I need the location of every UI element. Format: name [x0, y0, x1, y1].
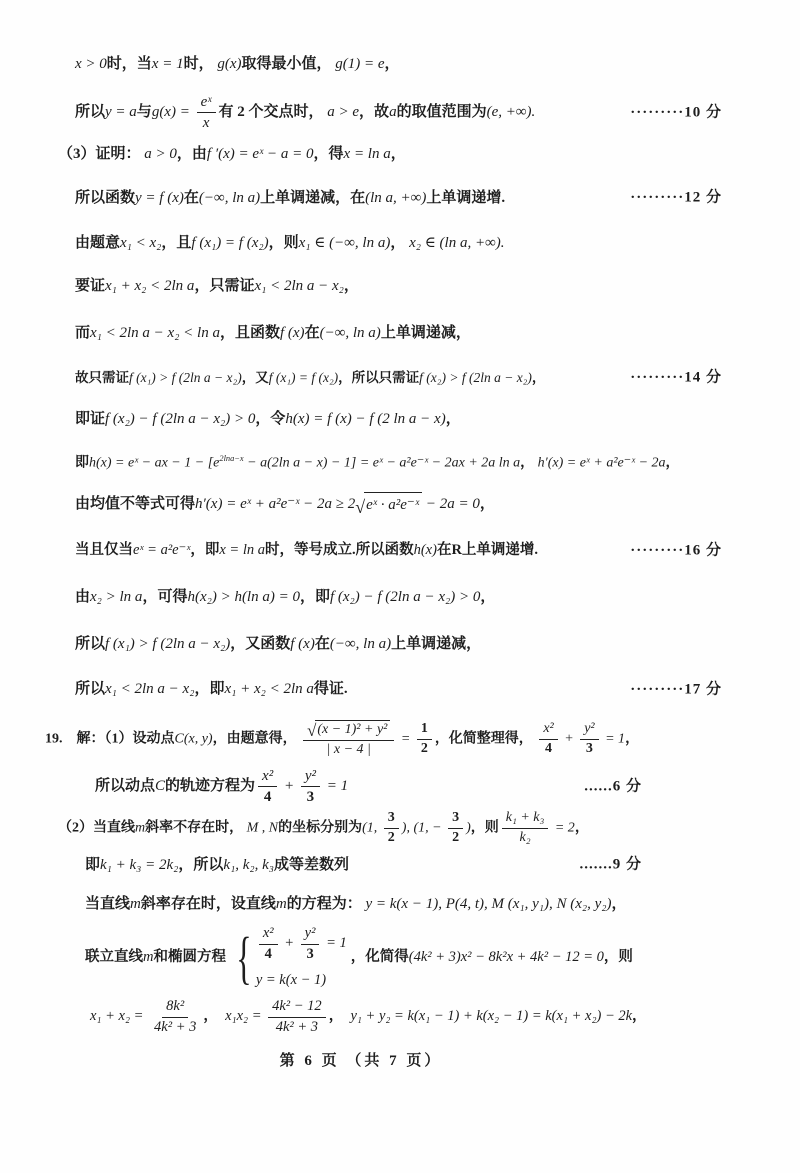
- math-run: = 2: [551, 820, 575, 836]
- math-run: x₁ < x₂: [120, 234, 162, 251]
- text-run: ，且函数: [219, 325, 280, 342]
- denominator: [516, 829, 535, 847]
- score-marker: ·········14 分: [630, 369, 722, 386]
- denominator: [323, 741, 375, 759]
- text-run: 与: [136, 104, 152, 121]
- math-run: f (x): [290, 635, 315, 652]
- text-run: ，: [625, 732, 640, 747]
- text-run: 故只需证: [75, 369, 129, 385]
- solution-line-17: [0, 766, 722, 807]
- math-run: (−∞, ln a): [319, 325, 381, 342]
- math-run: = 1: [601, 732, 626, 747]
- text-run: 4: [545, 741, 553, 757]
- text-run: 上单调递减，: [391, 635, 482, 652]
- math-run: x₁x₂ =: [225, 1008, 266, 1025]
- math-run: y = k(x − 1), P(4, t), M (x₁, y₁), N (x₂, y₂): [365, 895, 612, 912]
- text-run: （2）当直线: [58, 820, 135, 836]
- denominator: [541, 740, 556, 758]
- text-run: ，只需证: [194, 278, 255, 294]
- math-run: − 2a = 0: [422, 496, 480, 513]
- text-run: ，: [480, 588, 496, 605]
- denominator: [199, 113, 214, 132]
- math-run: x₁ < 2ln a − x₂: [254, 278, 344, 294]
- text-run: 时，等号成立.所以函数: [264, 542, 414, 559]
- math-run: h(x) = f (x) − f (2 ln a − x): [285, 411, 446, 428]
- math-run: M , N: [246, 820, 279, 836]
- denominator: [448, 829, 463, 847]
- math-run: 4k² + 3: [154, 1018, 197, 1035]
- fraction: [258, 767, 277, 806]
- text-run: 在: [436, 542, 452, 559]
- math-run: x > 0: [75, 56, 107, 72]
- radicand: [315, 720, 390, 739]
- text-run: 由题意: [75, 234, 121, 251]
- math-run: x = ln a: [343, 146, 391, 163]
- square-root: [307, 720, 390, 739]
- text-run: ，: [665, 455, 680, 471]
- text-run: 即: [75, 455, 89, 471]
- math-run: (x − 1)² + y²: [317, 722, 388, 738]
- math-run: = 1: [322, 778, 349, 795]
- solution-line-12: [0, 539, 722, 561]
- math-run: eˣ · a²e⁻ˣ: [366, 497, 420, 514]
- math-run: f (x₁) = f (x₂): [268, 369, 339, 385]
- math-run: eˣ = a²e⁻ˣ: [133, 542, 191, 559]
- text-run: ，所以: [178, 856, 224, 873]
- text-run: 3: [452, 810, 460, 826]
- math-run: eˣ: [200, 94, 212, 111]
- solution-line-9: [0, 408, 722, 431]
- math-run: C: [155, 778, 166, 795]
- math-run: x²: [543, 721, 554, 737]
- score-marker: ·········16 分: [630, 541, 722, 558]
- text-run: ，: [390, 146, 406, 163]
- math-run: x²: [262, 925, 274, 942]
- radical-sign: √: [307, 720, 317, 740]
- solution-text-block: [0, 53, 722, 1037]
- math-run: f (x₂) − f (2ln a − x₂) > 0: [105, 411, 256, 428]
- math-run: 4k² + 3: [275, 1018, 319, 1035]
- text-run: 在: [314, 635, 330, 652]
- text-run: ，且: [161, 234, 192, 251]
- text-run: 联立直线: [85, 949, 143, 966]
- fraction: [268, 998, 326, 1036]
- denominator: [303, 787, 319, 806]
- denominator: [417, 740, 432, 758]
- numerator: [417, 721, 432, 740]
- text-run: 的方程为：: [286, 895, 366, 912]
- text-run: 和椭圆方程: [153, 949, 226, 966]
- fraction: [259, 925, 278, 963]
- text-run: 由均值不等式可得: [75, 496, 196, 513]
- text-run: 所以: [75, 104, 106, 121]
- numerator: [448, 810, 463, 829]
- page-footer: 第 6 页 （共 7 页）: [279, 1053, 443, 1070]
- math-run: y²: [304, 925, 316, 942]
- fraction: [303, 720, 394, 759]
- score-marker: ·········17 分: [630, 681, 722, 698]
- text-run: 上单调递增.: [461, 542, 539, 559]
- math-run: k₂: [519, 829, 531, 845]
- math-run: f ′(x) = eˣ − a = 0: [206, 146, 314, 163]
- solution-line-22: [0, 997, 722, 1037]
- text-run: ，: [390, 234, 410, 251]
- fraction: [301, 767, 320, 806]
- denominator: [582, 740, 597, 758]
- text-run: （3）证明：: [58, 146, 145, 163]
- text-run: ，: [445, 411, 461, 428]
- text-run: ，化简得: [350, 949, 409, 966]
- math-run: m: [130, 895, 141, 912]
- text-run: 19. 解：（1）设动点: [45, 732, 175, 747]
- solution-line-20: [0, 893, 722, 916]
- math-run: e: [213, 455, 220, 471]
- square-root: [355, 492, 422, 517]
- text-run: R: [451, 542, 462, 559]
- solution-line-1: [0, 53, 722, 76]
- text-run: 当直线: [85, 895, 131, 912]
- text-run: ，又函数: [230, 635, 291, 652]
- text-run: 的轨迹方程为: [165, 778, 256, 795]
- solution-line-5: [0, 232, 722, 255]
- math-run: f (x): [279, 325, 305, 342]
- text-run: 的取值范围为: [396, 104, 487, 121]
- fraction: [301, 925, 320, 963]
- text-run: 有 2 个交点时，: [218, 104, 328, 121]
- text-run: ，故: [359, 104, 390, 121]
- text-run: ，: [574, 820, 589, 836]
- math-run: h(x₂) > h(ln a) = 0: [187, 588, 300, 605]
- text-run: 时，: [183, 56, 218, 72]
- score-marker: ·········12 分: [630, 189, 722, 206]
- fraction: [448, 810, 463, 847]
- text-run: 由: [75, 588, 91, 605]
- math-run: =: [397, 732, 414, 747]
- solution-line-15: [0, 678, 722, 701]
- system-row: [256, 924, 347, 964]
- left-brace: {: [236, 924, 252, 990]
- solution-line-13: [0, 586, 722, 609]
- numerator: [197, 93, 216, 113]
- math-run: m: [275, 895, 287, 912]
- math-run: h′(x) = eˣ + a²e⁻ˣ − 2a: [537, 455, 666, 471]
- text-run: 1: [420, 721, 428, 737]
- math-run: a > 0: [144, 146, 177, 163]
- math-run: f (x₁) > f (2ln a − x₂): [105, 635, 231, 652]
- fraction: [580, 721, 598, 758]
- text-run: 上单调递减，在: [260, 189, 366, 206]
- numerator: [303, 720, 394, 741]
- numerator: [539, 721, 557, 740]
- text-run: 所以函数: [75, 189, 136, 206]
- radicand: [364, 492, 422, 517]
- text-run: ，得: [313, 146, 344, 163]
- text-run: ，: [531, 369, 546, 385]
- fraction: [502, 810, 549, 847]
- solution-line-11: [0, 492, 722, 517]
- math-run: y²: [584, 721, 595, 737]
- numerator: [301, 767, 320, 787]
- text-run: ，即: [299, 588, 330, 605]
- text-run: 所以: [75, 635, 106, 652]
- numerator: [162, 998, 188, 1017]
- math-run: h(x) = eˣ − ax − 1 − [: [89, 455, 214, 471]
- solution-line-6: [0, 275, 722, 298]
- text-run: 3: [306, 945, 314, 962]
- text-run: 在: [183, 189, 199, 206]
- text-run: ，化简整理得，: [434, 732, 537, 747]
- math-run: = 1: [322, 935, 347, 952]
- solution-line-2: [0, 92, 722, 133]
- numerator: [259, 925, 278, 944]
- text-run: 2: [420, 741, 428, 757]
- math-run: ): [466, 820, 471, 836]
- text-run: 上单调递增.: [426, 189, 506, 206]
- text-run: ，: [632, 1008, 647, 1025]
- solution-line-3: [0, 143, 722, 166]
- numerator: [384, 810, 399, 829]
- equation-system: [230, 924, 347, 991]
- text-run: 4: [263, 789, 272, 806]
- text-run: 即: [85, 856, 101, 873]
- text-run: ，令: [255, 411, 286, 428]
- math-run: x: [202, 115, 210, 132]
- math-run: x = ln a: [219, 542, 265, 559]
- math-run: x₁ ∈ (−∞, ln a): [298, 234, 391, 251]
- score-marker: ......6 分: [584, 777, 642, 794]
- math-run: y²: [304, 768, 316, 785]
- math-run: ), (1, −: [401, 820, 446, 836]
- math-run: +: [280, 778, 298, 795]
- text-run: ，由题意得，: [212, 732, 301, 747]
- math-run: (−∞, ln a): [329, 635, 392, 652]
- math-run: +: [560, 732, 578, 747]
- text-run: 斜率不存在时，: [145, 820, 247, 836]
- text-run: 3: [306, 789, 315, 806]
- math-run: x₁ < 2ln a − x₂: [105, 681, 195, 698]
- text-run: 在: [304, 325, 320, 342]
- math-run: f (x₁) = f (x₂): [191, 234, 269, 251]
- math-run: g(1) = e: [335, 56, 385, 72]
- text-run: 成等差数列: [274, 856, 350, 873]
- radical-sign: √: [355, 497, 366, 518]
- math-run: h′(x) = eˣ + a²e⁻ˣ − 2a ≥ 2: [195, 496, 356, 513]
- text-run: ，: [203, 1008, 226, 1025]
- text-run: 3: [585, 741, 593, 757]
- math-run: x₁ + x₂ < 2ln a: [224, 681, 314, 698]
- math-run: (1,: [362, 820, 381, 836]
- denominator: [261, 945, 276, 963]
- math-run: y = f (x): [135, 189, 184, 206]
- math-run: | x − 4 |: [326, 742, 371, 758]
- text-run: ，即: [194, 681, 225, 698]
- denominator: [272, 1018, 322, 1036]
- text-run: ，: [611, 895, 627, 912]
- text-run: ，: [384, 56, 400, 72]
- text-run: 斜率存在时，设直线: [140, 895, 276, 912]
- numerator: [268, 998, 326, 1017]
- solution-line-7: [0, 322, 722, 345]
- math-run: (e, +∞).: [486, 104, 536, 121]
- math-run: +: [280, 935, 298, 952]
- math-run: − a(2ln a − x) − 1] = eˣ − a²e⁻ˣ − 2ax + 2a ln a: [243, 455, 521, 471]
- text-run: 取得最小值，: [241, 56, 336, 72]
- denominator: [260, 787, 276, 806]
- text-run: 2: [452, 829, 460, 845]
- text-run: 所以: [75, 681, 106, 698]
- system-row: [256, 969, 326, 991]
- denominator: [384, 829, 399, 847]
- math-run: y = k(x − 1): [255, 971, 327, 988]
- superscript: 2lna−x: [219, 453, 244, 463]
- denominator: [150, 1018, 200, 1036]
- math-run: k₁ + k₃: [505, 810, 545, 826]
- text-run: 而: [75, 325, 91, 342]
- math-run: x₁ + x₂ =: [90, 1008, 148, 1025]
- text-run: 即证: [75, 411, 106, 428]
- solution-line-19: [0, 854, 722, 877]
- text-run: ，: [479, 496, 495, 513]
- numerator: [580, 721, 598, 740]
- math-run: a: [389, 104, 397, 121]
- text-run: ，即: [190, 542, 220, 559]
- math-run: a > e: [327, 104, 360, 121]
- text-run: ，: [328, 1008, 351, 1025]
- text-run: 当且仅当: [75, 542, 133, 559]
- text-run: 得证.: [313, 681, 348, 698]
- solution-line-16: [0, 719, 722, 760]
- text-run: ，由: [176, 146, 207, 163]
- math-run: (−∞, ln a): [198, 189, 261, 206]
- math-run: x²: [262, 768, 274, 785]
- text-run: ，: [343, 278, 359, 294]
- solution-line-21: [0, 924, 722, 991]
- text-run: ，则: [603, 949, 633, 966]
- numerator: [301, 925, 320, 944]
- solution-line-4: [0, 187, 722, 210]
- text-run: 上单调递减，: [380, 325, 471, 342]
- score-marker: .......9 分: [579, 856, 642, 873]
- fraction: [539, 721, 557, 758]
- fraction: [150, 998, 200, 1036]
- solution-line-14: [0, 633, 722, 656]
- math-run: g(x) =: [151, 104, 194, 121]
- math-run: x = 1: [151, 56, 184, 72]
- system-rows: [256, 924, 347, 991]
- numerator: [258, 767, 277, 787]
- math-run: m: [135, 820, 146, 836]
- text-run: ，可得: [142, 588, 188, 605]
- text-run: 要证: [75, 278, 106, 294]
- math-run: m: [143, 949, 154, 966]
- math-run: (ln a, +∞): [365, 189, 427, 206]
- math-run: k₁ + k₃ = 2k₂: [100, 856, 179, 873]
- denominator: [302, 945, 317, 963]
- math-run: y₁ + y₂ = k(x₁ − 1) + k(x₂ − 1) = k(x₁ + x₂) − 2k: [350, 1008, 633, 1025]
- numerator: [502, 810, 549, 829]
- score-marker: ·········10 分: [630, 104, 722, 121]
- text-run: ，则: [268, 234, 299, 251]
- text-run: 2: [387, 829, 395, 845]
- math-run: x₂ > ln a: [90, 588, 143, 605]
- text-run: ，则: [470, 820, 499, 836]
- text-run: 3: [387, 810, 395, 826]
- math-run: g(x): [217, 56, 242, 72]
- text-run: 的坐标分别为: [278, 820, 363, 836]
- math-run: x₁ + x₂ < 2ln a: [105, 278, 195, 294]
- math-run: x₂ ∈ (ln a, +∞).: [409, 234, 505, 251]
- math-run: h(x): [413, 542, 437, 559]
- text-run: 4: [264, 945, 272, 962]
- fraction: [417, 721, 432, 758]
- text-run: ，又: [241, 369, 269, 385]
- math-run: C(x, y): [174, 732, 213, 747]
- math-run: k₁, k₂, k₃: [223, 856, 275, 873]
- text-run: ，: [520, 455, 538, 471]
- math-run: (4k² + 3)x² − 8k²x + 4k² − 12 = 0: [408, 949, 604, 966]
- math-run: f (x₁) > f (2ln a − x₂): [129, 369, 242, 385]
- solution-line-8: [0, 368, 722, 389]
- math-run: x₁ < 2ln a − x₂ < ln a: [90, 325, 220, 342]
- text-run: 所以动点: [95, 778, 156, 795]
- math-run: f (x₂) > f (2ln a − x₂): [419, 369, 532, 385]
- text-run: ，所以只需证: [338, 369, 420, 385]
- solution-line-18: [0, 809, 722, 848]
- text-run: 时，当: [106, 56, 152, 72]
- math-run: 8k²: [166, 998, 185, 1015]
- math-run: 4k² − 12: [272, 998, 322, 1015]
- math-run: y = a: [105, 104, 137, 121]
- math-run: f (x₂) − f (2ln a − x₂) > 0: [329, 588, 481, 605]
- fraction: [197, 93, 216, 132]
- solution-line-10: [0, 452, 722, 474]
- fraction: [384, 810, 399, 847]
